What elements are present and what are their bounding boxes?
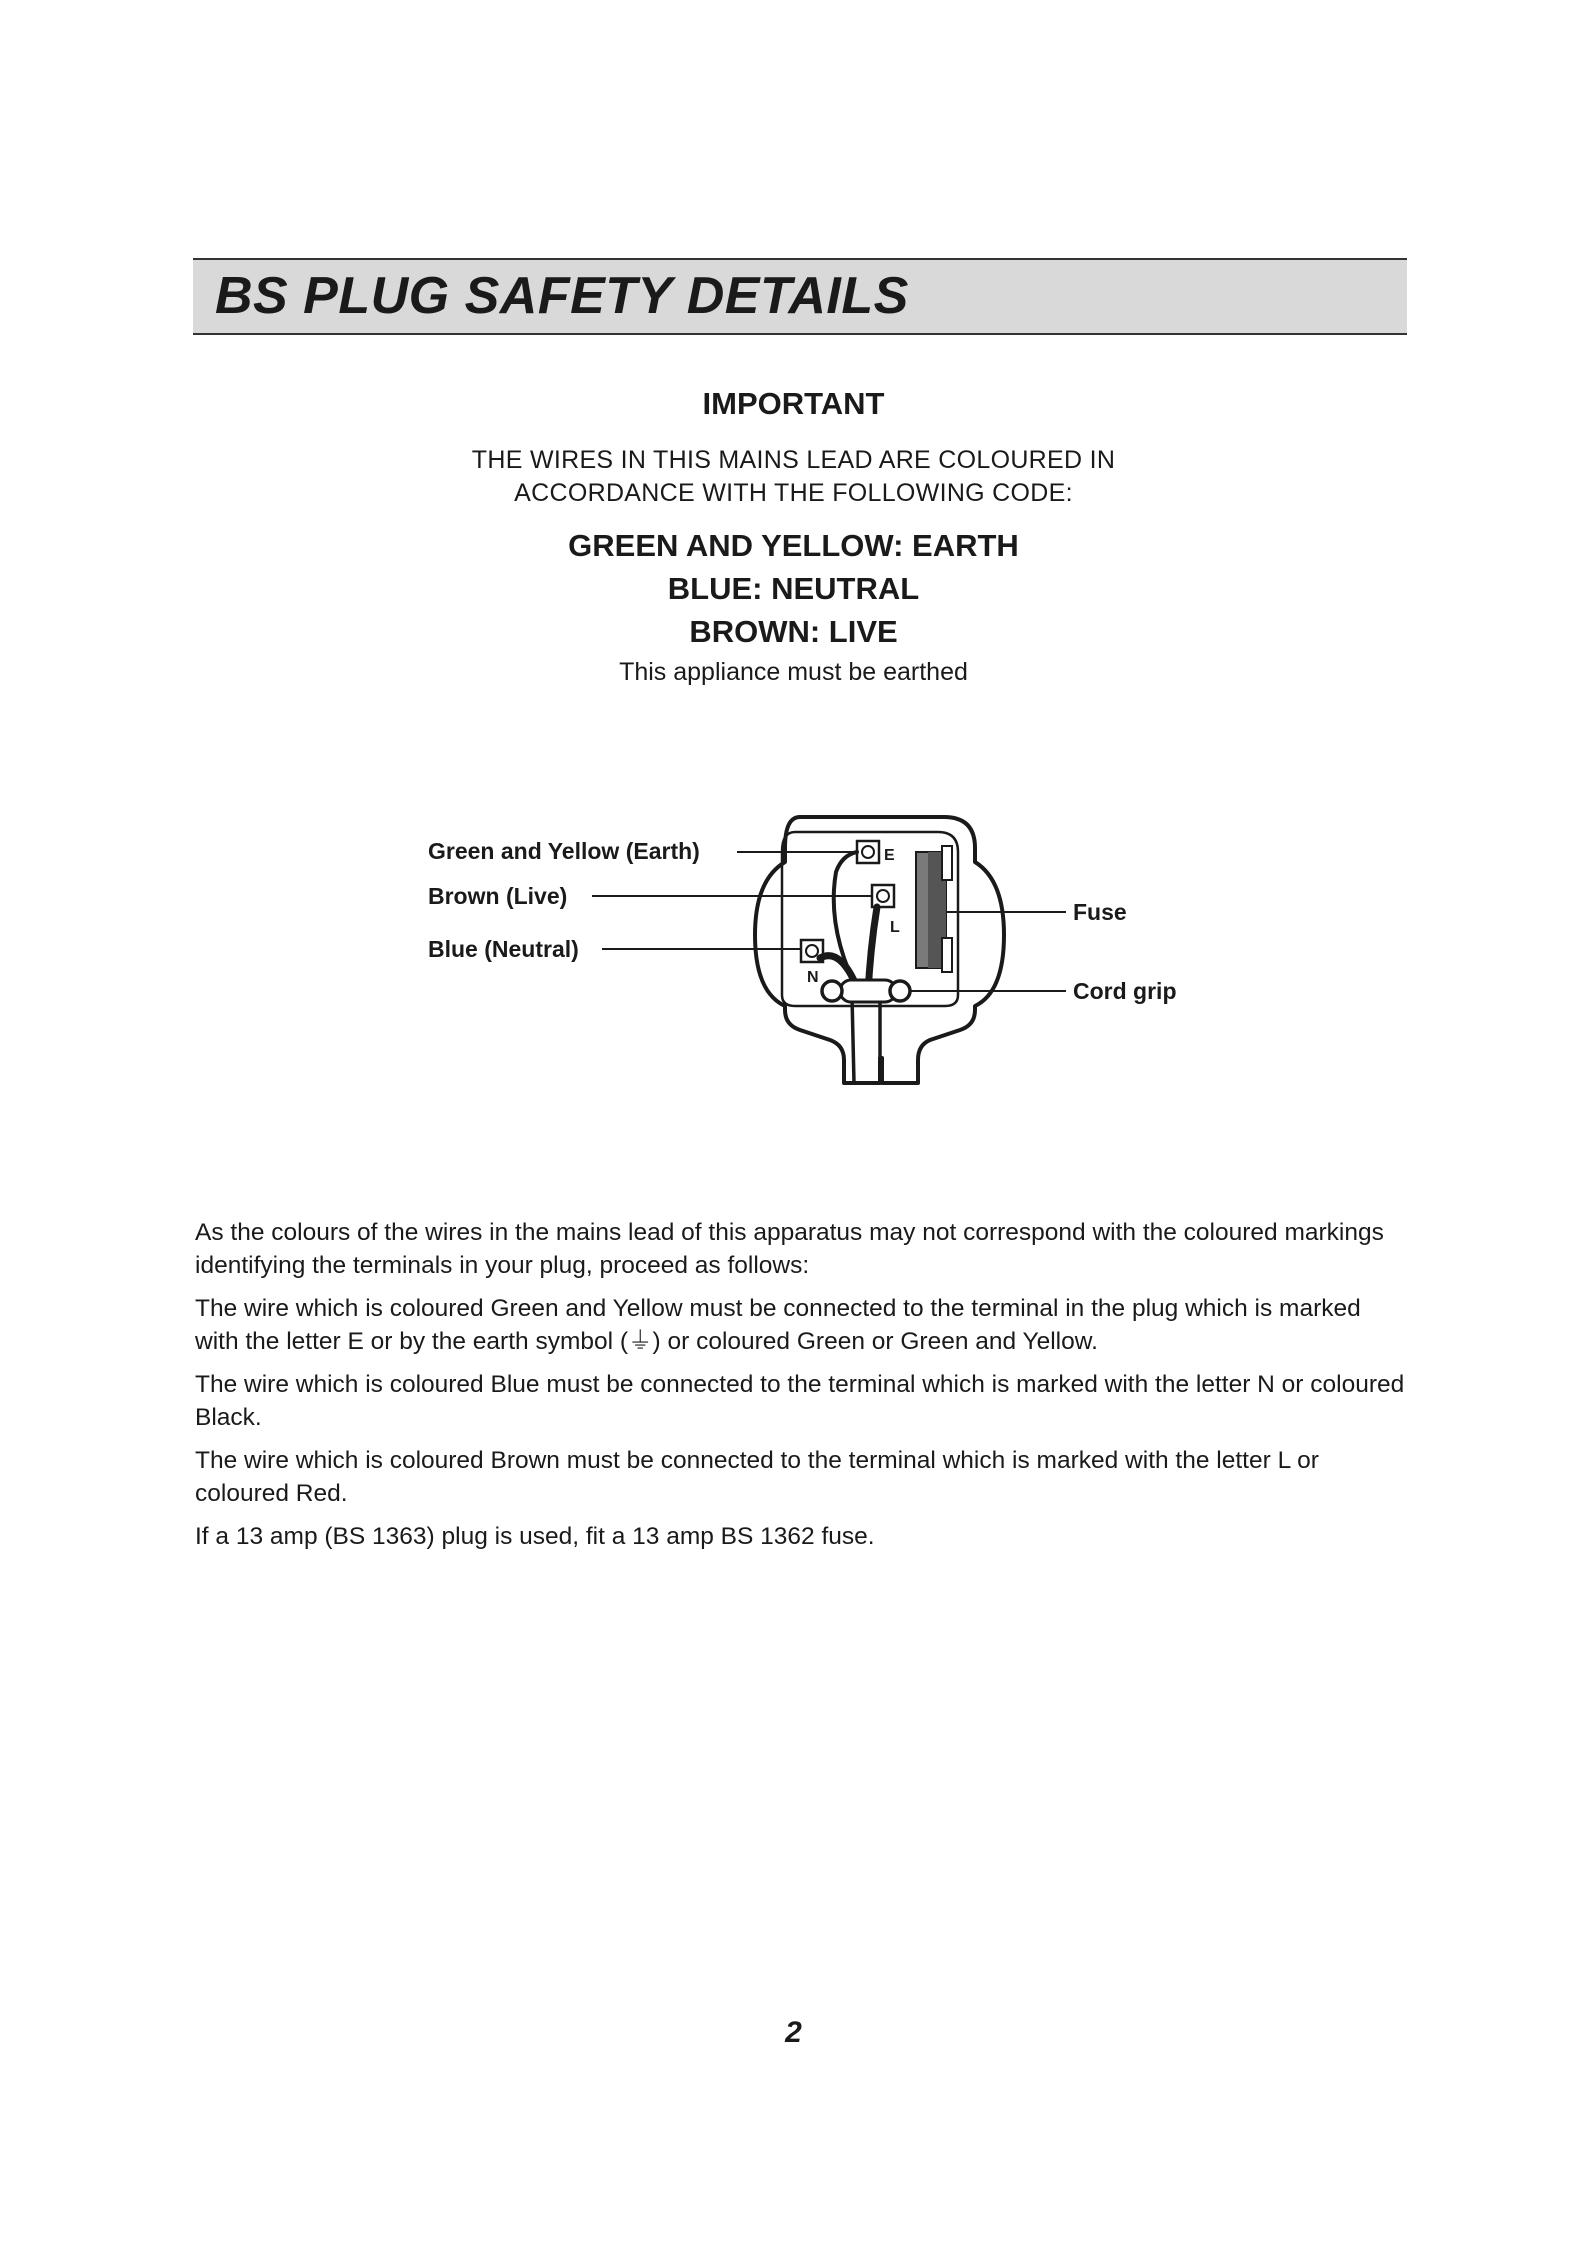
label-live-wire: Brown (Live) (428, 883, 568, 909)
live-terminal (872, 885, 894, 907)
label-neutral-wire: Blue (Neutral) (428, 936, 579, 962)
neutral-terminal (801, 940, 823, 962)
earth-terminal (857, 841, 879, 863)
instruction-paragraph-neutral: The wire which is coloured Blue must be connected to the terminal which is marked with the letter N or coloured Black. (195, 1371, 1405, 1431)
earthed-note: This appliance must be earthed (619, 658, 968, 686)
wire-code-live: BROWN: LIVE (689, 614, 898, 649)
instruction-paragraph-fuse: If a 13 amp (BS 1363) plug is used, fit a 13 amp BS 1362 fuse. (195, 1523, 875, 1550)
page-number: 2 (785, 2016, 802, 2049)
colour-code-intro-line-2: ACCORDANCE WITH THE FOLLOWING CODE: (514, 479, 1073, 507)
terminal-letter-e: E (884, 847, 895, 864)
plug-body (755, 817, 1004, 1083)
important-heading: IMPORTANT (702, 386, 885, 421)
page-title: BS PLUG SAFETY DETAILS (215, 267, 909, 325)
colour-code-intro-line-1: THE WIRES IN THIS MAINS LEAD ARE COLOURED IN (471, 446, 1116, 474)
instruction-paragraph-live: The wire which is coloured Brown must be connected to the terminal which is marked with the letter L or coloured Red. (195, 1447, 1319, 1507)
instruction-paragraph-intro: As the colours of the wires in the mains lead of this apparatus may not correspond with the coloured markings identifying the terminals in your plug, proceed as follows: (195, 1219, 1384, 1279)
label-earth-wire: Green and Yellow (Earth) (428, 838, 700, 864)
cord-grip (822, 980, 910, 1002)
internal-wires (820, 852, 877, 995)
title-bar (193, 258, 1407, 335)
fuse (916, 846, 952, 972)
mains-cable (852, 996, 880, 1083)
label-cord-grip: Cord grip (1073, 978, 1177, 1004)
label-fuse: Fuse (1073, 899, 1127, 925)
wire-code-neutral: BLUE: NEUTRAL (667, 571, 920, 606)
terminal-letter-n: N (807, 969, 819, 986)
wire-code-earth: GREEN AND YELLOW: EARTH (568, 528, 1019, 563)
instruction-paragraph-earth: The wire which is coloured Green and Yellow must be connected to the terminal in the plug which is marked with the letter E or by the earth symbol (⏚) or coloured Green or Green and Yellow. (195, 1295, 1361, 1355)
leader-lines (592, 852, 1066, 991)
terminal-letter-l: L (890, 919, 900, 936)
